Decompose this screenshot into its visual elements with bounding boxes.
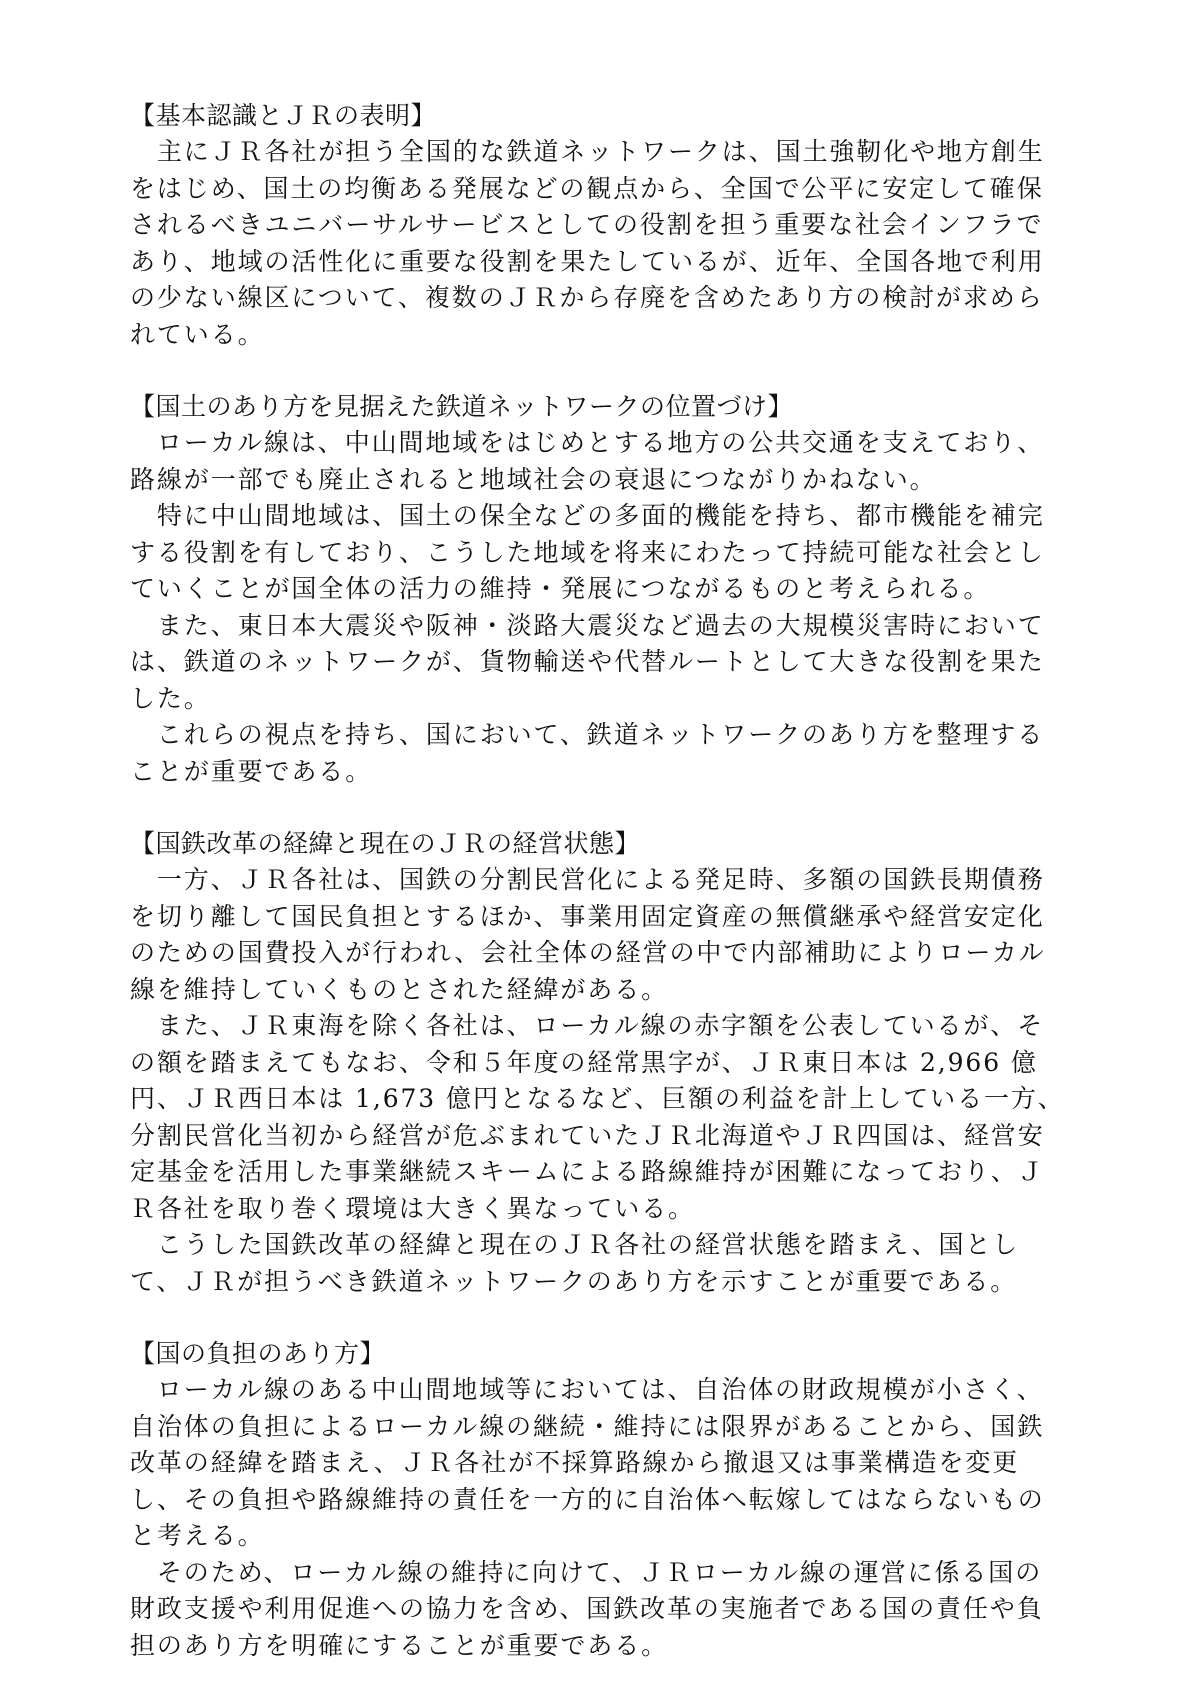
paragraph: [130, 1555, 1100, 1665]
section-national-burden: [130, 1336, 1100, 1664]
text-line: あり、地域の活性化に重要な役割を果たしているが、近年、全国各地で利用: [130, 246, 1045, 276]
text-line: し、その負担や路線維持の責任を一方的に自治体へ転嫁してはならないもの: [130, 1484, 1045, 1514]
text-line: Ｒ各社を取り巻く環境は大きく異なっている。: [130, 1193, 695, 1223]
paragraph: [130, 134, 1100, 353]
text-line: て、ＪＲが担うべき鉄道ネットワークのあり方を示すことが重要である。: [130, 1266, 1018, 1296]
text-line: 特に中山間地域は、国土の保全などの多面的機能を持ち、都市機能を補完: [130, 501, 1045, 530]
text-line: の少ない線区について、複数のＪＲから存廃を含めたあり方の検討が求めら: [130, 283, 1044, 312]
paragraph: [130, 1372, 1100, 1555]
text-line: の額を踏まえてもなお、令和５年度の経常黒字が、ＪＲ東日本は 2,966 億: [130, 1047, 1038, 1077]
text-line: また、ＪＲ東海を除く各社は、ローカル線の赤字額を公表しているが、そ: [130, 1011, 1045, 1040]
section-heading: 【国の負担のあり方】: [130, 1339, 386, 1368]
paragraph: [130, 498, 1100, 608]
text-line: 改革の経緯を踏まえ、ＪＲ各社が不採算路線から撤退又は事業構造を変更: [130, 1448, 1020, 1477]
text-line: れている。: [130, 319, 265, 349]
paragraph: [130, 1227, 1100, 1300]
text-line: 財政支援や利用促進への協力を含め、国鉄改革の実施者である国の責任や負: [130, 1594, 1044, 1623]
text-line: は、鉄道のネットワークが、貨物輸送や代替ルートとして大きな役割を果た: [130, 647, 1045, 676]
text-line: 路線が一部でも廃止されると地域社会の衰退につながりかねない。: [130, 464, 937, 494]
section-rail-network-position: [130, 389, 1100, 790]
section-heading: 【基本認識とＪＲの表明】: [130, 101, 437, 130]
text-line: されるべきユニバーサルサービスとしての役割を担う重要な社会インフラで: [130, 210, 1044, 239]
text-line: をはじめ、国土の均衡ある発展などの観点から、全国で公平に安定して確保: [130, 173, 1044, 203]
text-line: 定基金を活用した事業継続スキームによる路線維持が困難になっており、Ｊ: [130, 1157, 1045, 1186]
text-line: 分割民営化当初から経営が危ぶまれていたＪＲ北海道やＪＲ四国は、経営安: [130, 1120, 1045, 1150]
text-line: 線を維持していくものとされた経緯がある。: [130, 974, 669, 1004]
paragraph: [130, 608, 1100, 718]
text-line: ローカル線は、中山間地域をはじめとする地方の公共交通を支えており、: [130, 428, 1045, 457]
text-line: 一方、ＪＲ各社は、国鉄の分割民営化による発足時、多額の国鉄長期債務: [130, 865, 1045, 894]
text-line: 円、ＪＲ西日本は 1,673 億円となるなど、巨額の利益を計上している一方、: [130, 1084, 1065, 1113]
text-line: のための国費投入が行われ、会社全体の経営の中で内部補助によりローカル: [130, 938, 1046, 967]
text-line: これらの視点を持ち、国において、鉄道ネットワークのあり方を整理する: [130, 720, 1045, 749]
text-line: 主にＪＲ各社が担う全国的な鉄道ネットワークは、国土強靭化や地方創生: [130, 137, 1045, 166]
section-heading: 【国鉄改革の経緯と現在のＪＲの経営状態】: [130, 829, 641, 858]
paragraph: [130, 862, 1100, 1008]
text-line: こうした国鉄改革の経緯と現在のＪＲ各社の経営状態を踏まえ、国とし: [130, 1230, 1020, 1259]
text-line: と考える。: [130, 1521, 265, 1550]
text-line: を切り離して国民負担とするほか、事業用固定資産の無償継承や経営安定化: [130, 901, 1045, 931]
section-basic-recognition: [130, 98, 1100, 353]
text-line: した。: [130, 683, 211, 713]
paragraph: [130, 717, 1100, 790]
text-line: 自治体の負担によるローカル線の継続・維持には限界があることから、国鉄: [130, 1411, 1045, 1441]
section-jnr-reform: [130, 826, 1100, 1300]
text-line: 担のあり方を明確にすることが重要である。: [130, 1630, 669, 1660]
text-line: そのため、ローカル線の維持に向けて、ＪＲローカル線の運営に係る国の: [130, 1557, 1043, 1587]
paragraph: [130, 425, 1100, 498]
section-heading: 【国土のあり方を見据えた鉄道ネットワークの位置づけ】: [130, 392, 794, 421]
text-line: する役割を有しており、こうした地域を将来にわたって持続可能な社会とし: [130, 537, 1045, 567]
text-line: ていくことが国全体の活力の維持・発展につながるものと考えられる。: [130, 574, 991, 603]
paragraph: [130, 1008, 1100, 1227]
text-line: ローカル線のある中山間地域等においては、自治体の財政規模が小さく、: [130, 1375, 1044, 1404]
text-line: ことが重要である。: [130, 756, 373, 786]
text-line: また、東日本大震災や阪神・淡路大震災など過去の大規模災害時において: [130, 610, 1045, 640]
